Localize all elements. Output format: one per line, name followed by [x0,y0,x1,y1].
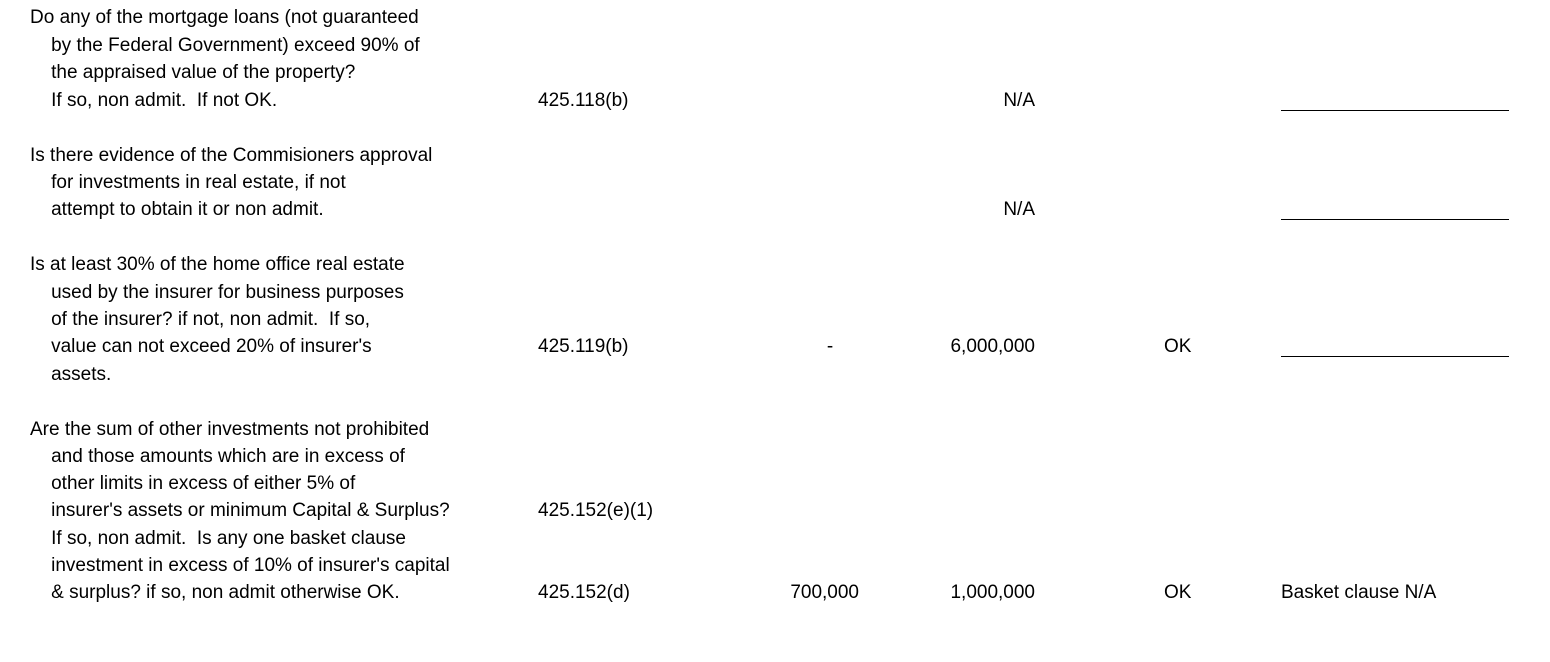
question-4-line-3: other limits in excess of either 5% of [30,473,356,494]
limit-4: 1,000,000 [950,582,1035,603]
question-4-line-2: and those amounts which are in excess of [30,446,405,467]
limit-1: N/A [1003,90,1035,111]
result-3: OK [1164,336,1192,357]
question-1-line-4: If so, non admit. If not OK. [30,90,278,111]
question-3-line-4: value can not exceed 20% of insurer's [30,336,372,357]
question-4-line-5: If so, non admit. Is any one basket clause [30,528,406,549]
question-4-line-1: Are the sum of other investments not prohibited [30,419,430,440]
result-4: OK [1164,582,1192,603]
question-2-line-2: for investments in real estate, if not [30,172,346,193]
signoff-line-2 [1281,219,1509,220]
reference-3: 425.119(b) [538,336,629,357]
signoff-line-1 [1281,110,1509,111]
reference-4b: 425.152(d) [538,582,630,603]
reference-1: 425.118(b) [538,90,629,111]
question-2-line-1: Is there evidence of the Commisioners approval [30,145,433,166]
question-3-line-1: Is at least 30% of the home office real estate [30,254,405,275]
amount-3: - [826,336,834,357]
amount-4: 700,000 [790,582,859,603]
question-3-line-2: used by the insurer for business purposes [30,282,404,303]
question-1-line-2: by the Federal Government) exceed 90% of [30,35,420,56]
limit-3: 6,000,000 [950,336,1035,357]
question-3-line-5: assets. [30,364,112,385]
question-4-line-6: investment in excess of 10% of insurer's capital [30,555,450,576]
question-4-line-4: insurer's assets or minimum Capital & Surplus? [30,500,450,521]
question-4-line-7: & surplus? if so, non admit otherwise OK. [30,582,400,603]
question-1-line-1: Do any of the mortgage loans (not guaranteed [30,7,419,28]
limit-2: N/A [1003,199,1035,220]
comment-4: Basket clause N/A [1281,582,1437,603]
question-3-line-3: of the insurer? if not, non admit. If so, [30,309,371,330]
question-1-line-3: the appraised value of the property? [30,62,356,83]
reference-4a: 425.152(e)(1) [538,500,654,521]
signoff-line-3 [1281,356,1509,357]
question-2-line-3: attempt to obtain it or non admit. [30,199,324,220]
